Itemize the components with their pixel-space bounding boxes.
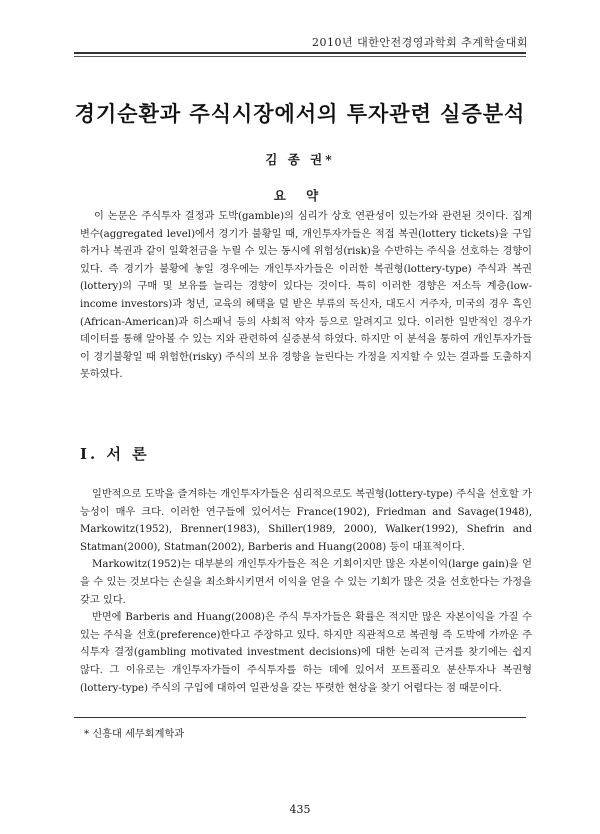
footnote: * 신흥대 세무회계학과 (84, 729, 185, 740)
abstract-heading: 요 약 (273, 188, 327, 203)
page-number: 435 (289, 803, 311, 816)
header-rule (74, 52, 526, 54)
abstract-body (80, 208, 532, 384)
footnote-rule (74, 717, 526, 718)
paper-title: 경기순환과 주식시장에서의 투자관련 실증분석 (74, 101, 526, 126)
abstract-paragraph: 이 논문은 주식투자 결정과 도박(gamble)의 심리가 상호 연관성이 있는가와 관련된 것이다. 집계변수(aggregated level)에서 경기가 불황일 때, 개인투자가들은 적접 복권(lottery tickets)을 구입하거나 복권과 같이 일확천금을 누릴 수 있는 동시에 위험성(risk)을 수반하는 주식을 선호하는 경향이 있다. 즉 경기가 불황에 놓일 경우에는 개인투자가들은 이러한 복권형(lottery-type) 주식과 복권(lottery)의 구매 및 보유를 늘리는 경향이 있다는 것이다. 특히 이러한 경향은 저소득 계층(low-income investors)과 청년, 교육의 혜택을 덜 받은 부류의 독신자, 대도시 거주자, 미국의 경우 흑인(African-American)과 히스패닉 등의 사회적 약자 등으로 알려지고 있다. 이러한 일반적인 경우가 데이터를 통해 알아볼 수 있는 지와 관련하여 실증분석 하였다. 하지만 이 분석을 통하여 개인투자가들이 경기불황일 때 위험한(risky) 주식의 보유 경향을 늘린다는 가정을 지지할 수 있는 결과를 도출하지 못하였다. (80, 211, 532, 381)
header-rule-thin (74, 56, 526, 57)
body-paragraph-1: 일반적으로 도박을 즐겨하는 개인투자가들은 심리적으로도 복권형(lottery-type) 주식을 선호할 가능성이 매우 크다. 이러한 연구들에 있어서는 France(1902), Friedman and Savage(1948), Markowitz(1952), Brenner(1983), Shiller(1989, 2000), Walker(1992), Shefrin and Statman(2000), Statman(2002), Barberis and Huang(2008) 등이 대표적이다. (80, 489, 532, 553)
body-paragraph-2: Markowitz(1952)는 대부분의 개인투자가들은 적은 기회이지만 많은 자본이익(large gain)을 얻을 수 있는 것보다는 손실을 최소화시키면서 이익을 얻을 수 있는 기회가 많은 것을 선호한다는 가정을 갖고 있다. (80, 559, 532, 606)
section-body (80, 486, 532, 697)
section-heading: Ⅰ. 서 론 (80, 445, 150, 463)
conference-header: 2010년 대한안전경영과학회 추계학술대회 (311, 36, 528, 49)
body-paragraph-3: 반면에 Barberis and Huang(2008)은 주식 투자가들은 확률은 적지만 많은 자본이익을 가질 수 있는 주식을 선호(preference)한다고 주장하고 있다. 하지만 직관적으로 복권형 즉 도박에 가까운 주식투자 결정(gambling motivated investment decisions)에 대한 논리적 근거를 찾기에는 쉽지 않다. 그 이유로는 개인투자가들이 주식투자를 하는 데에 있어서 포트폴리오 분산투자나 복권형(lottery-type) 주식의 구입에 대하여 일관성을 갖는 뚜렷한 현상을 찾기 어렵다는 점 때문이다. (80, 612, 532, 694)
author-name: 김 종 권* (265, 152, 335, 167)
